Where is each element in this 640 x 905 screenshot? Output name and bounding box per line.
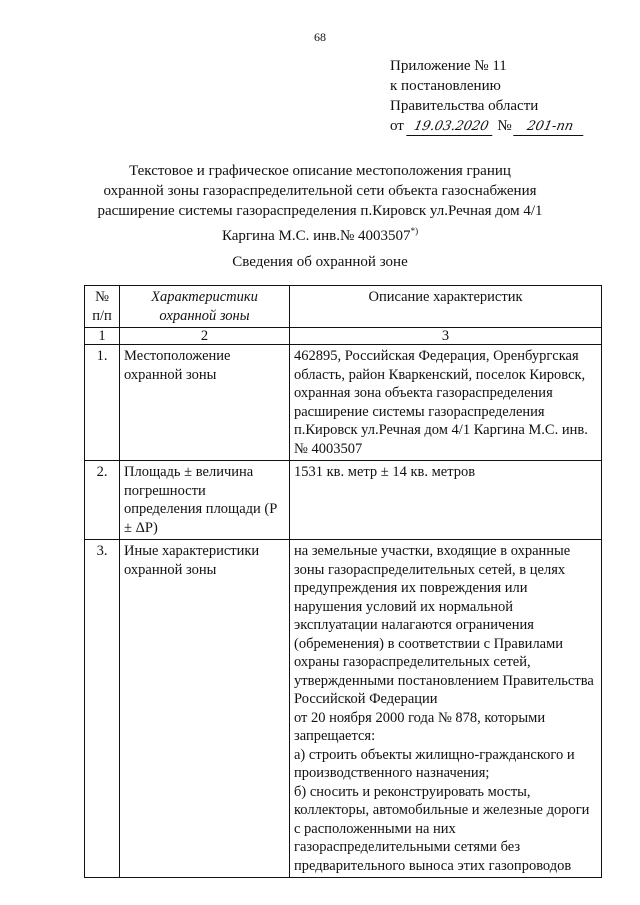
- title-line-4-wrap: [80, 221, 560, 246]
- row-characteristic: Площадь ± величина погрешности определения площади (P ± ΔP): [120, 461, 290, 540]
- header-number: № п/п: [85, 286, 120, 328]
- row-characteristic: Иные характеристики охранной зоны: [120, 540, 290, 878]
- row-number: 3.: [85, 540, 120, 878]
- column-number: 3: [290, 328, 602, 345]
- footnote-mark: *): [410, 226, 419, 236]
- page-number: 68: [314, 30, 326, 44]
- appendix-block: [390, 56, 585, 136]
- handwritten-number: 201-пп: [514, 119, 588, 136]
- title-line-2: охранной зоны газораспределительной сети объекта газоснабжения: [103, 183, 537, 199]
- row-number: 2.: [85, 461, 120, 540]
- appendix-date-line: [390, 116, 585, 136]
- row-description: на земельные участки, входящие в охранные зоны газораспределительных сетей, в целях предупреждения их повреждения или нарушения условий их нормальной эксплуатации налагаются ограничения (обременения) в соответствии с Правилами охраны газораспределительных сетей, утвержденными постановлением Правительства Российской Федерации от 20 ноября 2000 года № 878, которыми запрещается: а) строить объекты жилищно-гражданского и производственного назначения; б) сносить и реконструировать мосты, коллекторы, автомобильные и железные дороги с расположенными на них газораспределительными сетями без предварительного выноса этих газопроводов: [290, 540, 602, 878]
- appendix-line-3: Правительства области: [390, 98, 539, 114]
- table-header-row: [85, 286, 602, 328]
- header-characteristic: Характеристики охранной зоны: [120, 286, 290, 328]
- header-description: Описание характеристик: [290, 286, 602, 328]
- column-number: 1: [85, 328, 120, 345]
- appendix-line-2: к постановлению: [390, 78, 501, 94]
- title-line-3: расширение системы газораспределения п.Кировск ул.Речная дом 4/1: [97, 203, 543, 219]
- from-label: от: [390, 118, 404, 134]
- column-numbers-row: [85, 328, 602, 345]
- appendix-line-1: Приложение № 11: [390, 58, 507, 74]
- table-row: [85, 540, 602, 878]
- number-label: №: [497, 118, 512, 134]
- row-description: 1531 кв. метр ± 14 кв. метров: [290, 461, 602, 540]
- document-title: [80, 161, 560, 246]
- title-line-1: Текстовое и графическое описание местоположения границ: [129, 163, 511, 179]
- title-line-4: Каргина М.С. инв.№ 4003507: [221, 228, 411, 244]
- table-row: [85, 345, 602, 461]
- protection-zone-table: [84, 285, 602, 878]
- handwritten-date: 19.03.2020: [406, 119, 496, 136]
- row-characteristic: Местоположение охранной зоны: [120, 345, 290, 461]
- row-description: 462895, Российская Федерация, Оренбургская область, район Кваркенский, поселок Кировск, охранная зона объекта газораспределения расширение системы газораспределения п.Кировск ул.Речная дом 4/1 Каргина М.С. инв.№ 4003507: [290, 345, 602, 461]
- table-row: [85, 461, 602, 540]
- row-number: 1.: [85, 345, 120, 461]
- section-subtitle: Сведения об охранной зоне: [232, 254, 408, 270]
- column-number: 2: [120, 328, 290, 345]
